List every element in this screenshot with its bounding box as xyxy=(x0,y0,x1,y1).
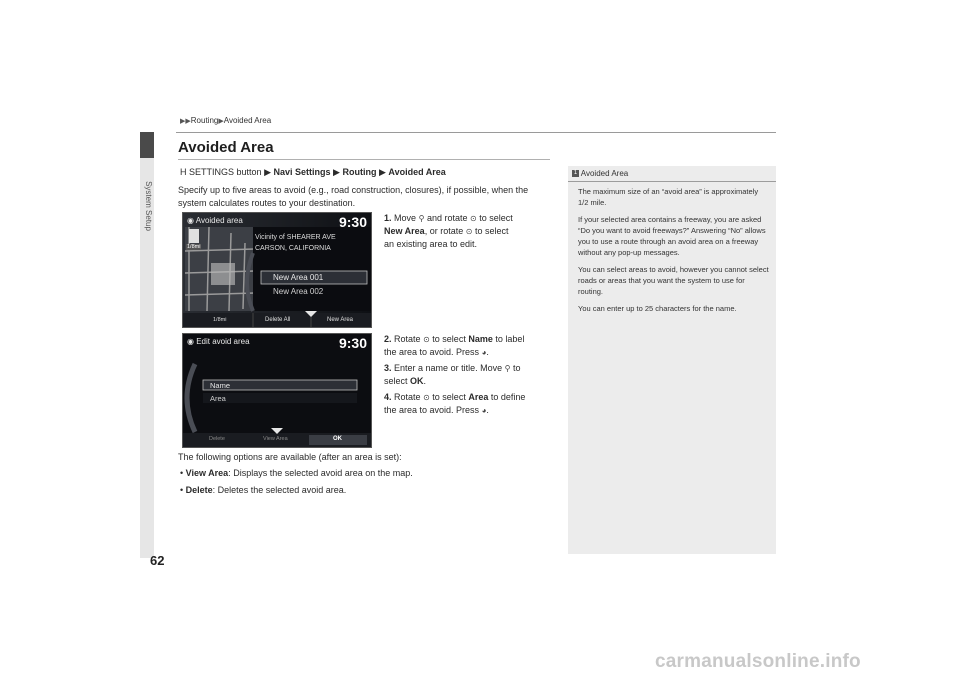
breadcrumb-arrow-icon: ▶ xyxy=(218,118,224,125)
section-side-label: System Setup xyxy=(144,181,153,231)
step-2: 2. Rotate ⊙ to select Name to label the area to avoid. Press ◕. xyxy=(384,334,525,357)
header-divider xyxy=(176,132,776,133)
page-number: 62 xyxy=(150,553,165,568)
rotate-knob-icon: ⊙ xyxy=(423,335,430,344)
location-line: Vicinity of SHEARER AVE xyxy=(255,234,336,241)
rotate-knob-icon: ⊙ xyxy=(423,393,430,402)
nav-path-item: Routing xyxy=(342,167,377,177)
bullet-icon: • xyxy=(180,485,186,495)
step-1: 1. Move ⚲ and rotate ⊙ to select New Area, or rotate ⊙ to select an existing area to edit. xyxy=(384,213,513,249)
step-3: 3. Enter a name or title. Move ⚲ to select OK. xyxy=(384,363,521,386)
note-paragraph: If your selected area contains a freeway, you are asked “Do you want to avoid freeways?” Answering “No” allows you to use a route through an avoid area on a freeway without any pop-up messages. xyxy=(578,215,766,257)
breadcrumb-item[interactable]: Routing xyxy=(190,116,219,125)
nav-arrow-icon: ▶ xyxy=(264,167,271,177)
clock: 9:30 xyxy=(338,214,367,230)
title-divider xyxy=(178,159,550,160)
map-scale-bottom: 1/8mi xyxy=(213,317,227,323)
nav-arrow-icon: ▶ xyxy=(378,167,386,177)
back-icon: ◉ xyxy=(187,337,197,346)
move-knob-icon: ⚲ xyxy=(504,364,511,373)
nav-path-item: Navi Settings xyxy=(273,167,331,177)
nav-path-start: SETTINGS button xyxy=(189,167,262,177)
location-line: CARSON, CALIFORNIA xyxy=(255,245,331,252)
rotate-knob-icon: ⊙ xyxy=(465,227,473,236)
intro-paragraph: Specify up to five areas to avoid (e.g., road construction, closures), if possible, when the system calculates routes to your destination. xyxy=(178,185,529,208)
step-4: 4. Rotate ⊙ to select Area to define the area to avoid. Press ◕. xyxy=(384,392,526,415)
nav-path-item: Avoided Area xyxy=(388,167,446,177)
note-paragraph: The maximum size of an “avoid area” is approximately 1/2 mile. xyxy=(578,187,759,207)
bullet-icon: • xyxy=(180,468,186,478)
delete-button[interactable]: Delete xyxy=(209,436,225,442)
option-item: • Delete: Deletes the selected avoid area. xyxy=(180,485,347,495)
side-note-body xyxy=(578,186,770,320)
map-scale-top: 1/8mi xyxy=(187,244,201,250)
delete-all-button[interactable]: Delete All xyxy=(265,317,291,323)
press-knob-icon: ◕ xyxy=(481,406,487,415)
map-view xyxy=(183,213,371,327)
location-readout xyxy=(255,232,336,254)
back-icon: ◉ xyxy=(187,216,196,225)
note-marker-icon: 1 xyxy=(573,170,578,177)
clock: 9:30 xyxy=(338,335,367,351)
screen-title: ◉ Edit avoid area xyxy=(187,337,250,346)
edit-avoid-area-screen xyxy=(182,333,372,448)
press-knob-icon: ◕ xyxy=(481,348,487,357)
ok-button[interactable]: OK xyxy=(333,436,342,442)
note-paragraph: You can enter up to 25 characters for the name. xyxy=(578,304,737,313)
watermark: carmanualsonline.info xyxy=(655,651,861,672)
avoided-area-screen xyxy=(182,212,372,328)
breadcrumb-item[interactable]: Avoided Area xyxy=(223,116,272,125)
home-button-icon: H xyxy=(180,167,187,177)
new-area-button[interactable]: New Area xyxy=(327,317,354,323)
breadcrumb-arrow-icon: ▶▶ xyxy=(180,118,191,125)
side-note-divider xyxy=(568,181,776,182)
rotate-knob-icon: ⊙ xyxy=(469,214,477,223)
list-item[interactable]: New Area 001 xyxy=(273,273,324,282)
note-paragraph: You can select areas to avoid, however you cannot select roads or areas that you want the system to use for routing. xyxy=(578,265,769,296)
side-note-title: 1 Avoided Area xyxy=(573,169,629,178)
page-title: Avoided Area xyxy=(178,139,274,156)
area-option[interactable]: Area xyxy=(210,394,226,403)
option-item: • View Area: Displays the selected avoid area on the map. xyxy=(180,468,413,478)
nav-arrow-icon: ▶ xyxy=(333,167,340,177)
section-tab-marker xyxy=(140,132,154,158)
options-intro: The following options are available (after an area is set): xyxy=(178,452,402,462)
name-option[interactable]: Name xyxy=(210,381,231,390)
breadcrumb xyxy=(180,116,271,125)
view-area-button[interactable]: View Area xyxy=(263,436,288,442)
list-item[interactable]: New Area 002 xyxy=(273,287,324,296)
move-knob-icon: ⚲ xyxy=(418,214,425,223)
screen-title: ◉ Avoided area xyxy=(187,216,243,225)
settings-nav-path xyxy=(180,167,446,178)
